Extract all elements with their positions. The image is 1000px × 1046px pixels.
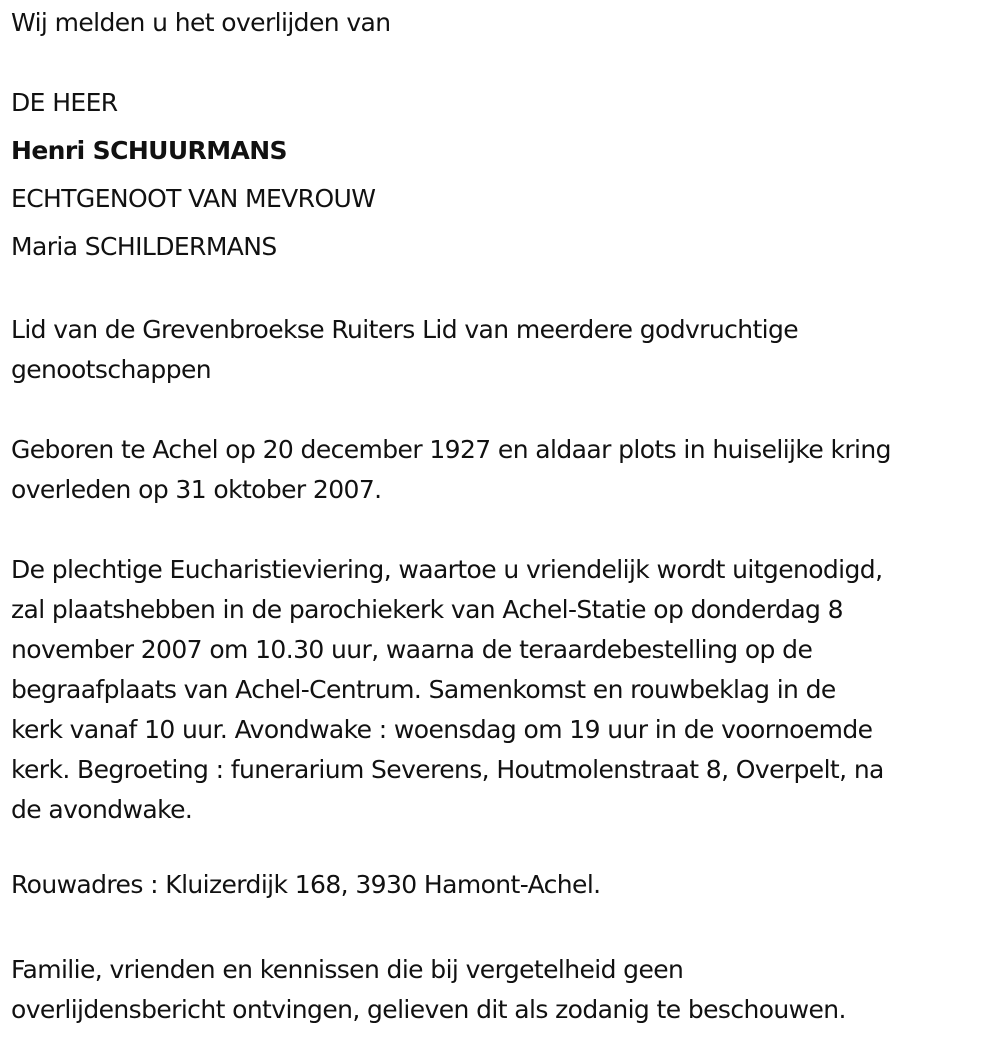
birth-death-line: overleden op 31 oktober 2007. — [11, 475, 382, 504]
ceremony-line: de avondwake. — [11, 795, 193, 824]
ceremony-paragraph — [11, 550, 996, 830]
mourning-address: Rouwadres : Kluizerdijk 168, 3930 Hamont-Achel. — [11, 870, 601, 899]
closing-line: overlijdensbericht ontvingen, gelieven dit als zodanig te beschouwen. — [11, 995, 846, 1024]
title-line: DE HEER — [11, 88, 118, 117]
spouse-name: Maria SCHILDERMANS — [11, 232, 277, 261]
memberships-line: genootschappen — [11, 355, 211, 384]
ceremony-line: kerk. Begroeting : funerarium Severens, Houtmolenstraat 8, Overpelt, na — [11, 755, 884, 784]
memberships-paragraph — [11, 310, 996, 390]
memberships-line: Lid van de Grevenbroekse Ruiters Lid van meerdere godvruchtige — [11, 315, 799, 344]
birth-death-line: Geboren te Achel op 20 december 1927 en aldaar plots in huiselijke kring — [11, 435, 891, 464]
deceased-name: Henri SCHUURMANS — [11, 136, 287, 165]
ceremony-line: begraafplaats van Achel-Centrum. Samenkomst en rouwbeklag in de — [11, 675, 836, 704]
spouse-label: ECHTGENOOT VAN MEVROUW — [11, 184, 376, 213]
intro-text: Wij melden u het overlijden van — [11, 8, 391, 37]
closing-line: Familie, vrienden en kennissen die bij vergetelheid geen — [11, 955, 684, 984]
ceremony-line: kerk vanaf 10 uur. Avondwake : woensdag om 19 uur in de voornoemde — [11, 715, 873, 744]
birth-death-paragraph — [11, 430, 996, 510]
closing-paragraph — [11, 950, 996, 1030]
ceremony-line: De plechtige Eucharistieviering, waartoe u vriendelijk wordt uitgenodigd, — [11, 555, 883, 584]
ceremony-line: november 2007 om 10.30 uur, waarna de teraardebestelling op de — [11, 635, 813, 664]
ceremony-line: zal plaatshebben in de parochiekerk van Achel-Statie op donderdag 8 — [11, 595, 843, 624]
